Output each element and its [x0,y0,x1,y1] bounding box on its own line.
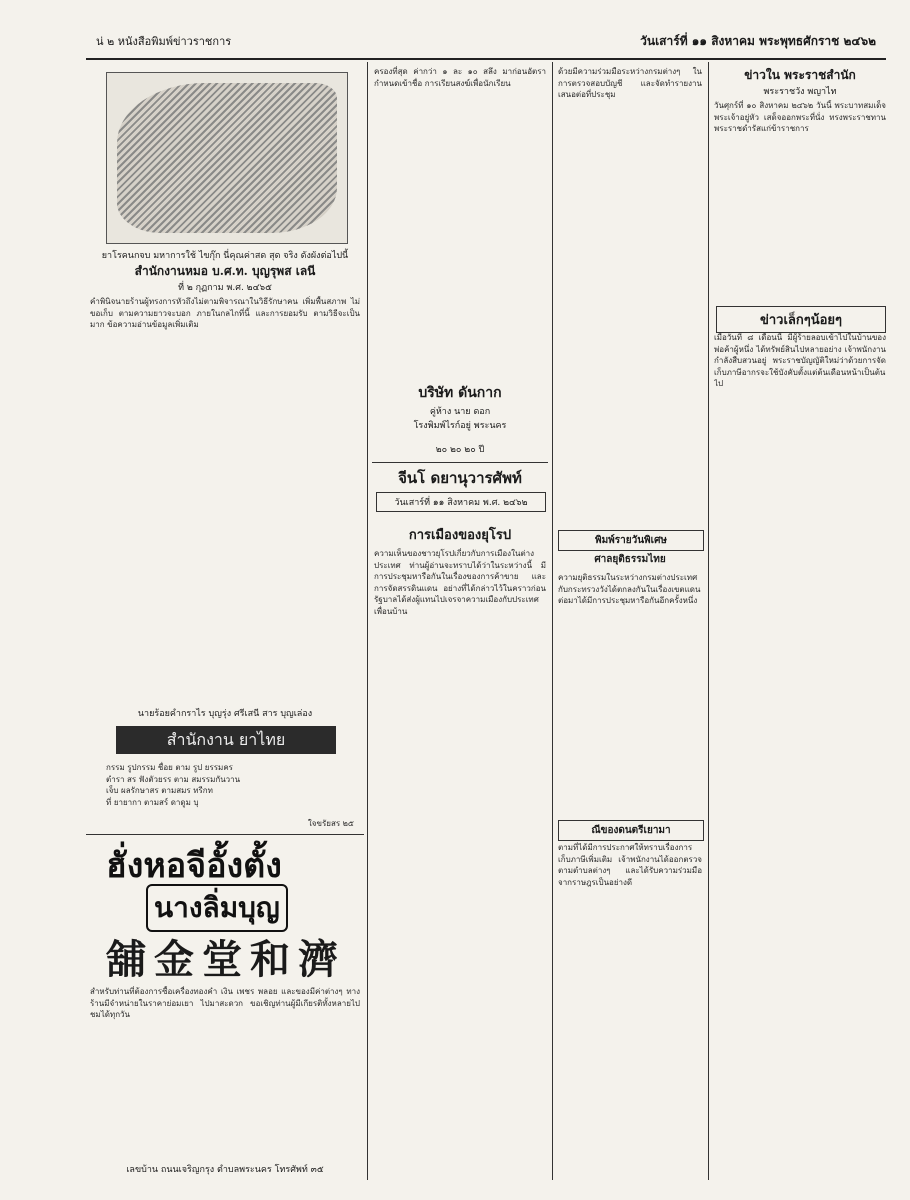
article-body: ความยุติธรรมในระหว่างกรมต่างประเทศ กับกระทรวงวังได้ตกลงกันในเรื่องเขตแดน ต่อมาได้มีการประชุมหารือกันอีกครั้งหนึ่ง [558,573,701,605]
article-body: ตามที่ได้มีการประกาศให้ทราบเรื่องการเก็บภาษีเพิ่มเติม เจ้าพนักงานได้ออกตรวจตามตำบลต่างๆ และได้รับความร่วมมือจากราษฎรเป็นอย่างดี [558,843,702,887]
column-divider [552,62,553,1180]
paper-date: วันเสาร์ที่ ๑๑ สิงหาคม พ.ศ. ๒๔๖๒ [376,492,546,512]
shop-address: เลขบ้าน ถนนเจริญกรุง ตำบลพระนคร โทรศัพท์ ๓๕ [126,1165,324,1175]
column3-top: ด้วยมีความร่วมมือระหว่างกรมต่างๆ ในการตรวจสอบบัญชี และจัดทำรายงานเสนอต่อที่ประชุม [558,67,702,99]
company-sub: คู่ห้าง นาย ดอก [429,407,491,417]
column-divider [367,62,368,1180]
column-4 [712,62,888,1180]
list-item: ตำรา สร ฟังตัวยรร ตาม สมรรมกันวาน [106,774,241,784]
header-left: น่ ๒ หนังสือพิมพ์ข่าวราชการ [96,35,232,48]
column-3 [556,62,704,1180]
ad-title: สำนักงานหมอ บ.ศ.ท. บุญรุพส เลนี [134,264,316,278]
section-title: การเมืองของยุโรป [408,528,512,543]
section-title: พิมพ์รายวันพิเศษ [558,530,704,551]
page-header [86,28,886,54]
clinic-note: ใจขรัยสร ๒๕ [307,819,354,828]
article-body: เมื่อวันที่ ๘ เดือนนี้ มีผู้ร้ายลอบเข้าไปในบ้านของพ่อค้าผู้หนึ่ง ได้ทรัพย์สินไปหลายอย่าง เจ้าพนักงานกำลังสืบสวนอยู่ พระราชบัญญัติใหม่ว่าด้วยการจัดเก็บภาษีอากรจะใช้บังคับตั้งแต่ต้นเดือนหน้าเป็นต้นไป [714,333,886,388]
list-item: กรรม รูปกรรม ชื่อย ตาม รูป ยรรมคร [106,763,233,772]
column-1 [86,62,364,1180]
ad-illustration [106,72,348,244]
header-rule [86,58,886,60]
ad-date: ที่ ๒ กุฏกาม พ.ศ. ๒๔๖๕ [178,283,272,293]
company-address: โรงพิมพ์ไรก์อยู่ พระนคร [413,421,507,431]
article-body: ความเห็นของชาวยุโรปเกี่ยวกับการเมืองในต่างประเทศ ท่านผู้อ่านจะทราบได้ว่าในระหว่างนี้ มีการประชุมหารือกันในเรื่องของการค้าขาย และการจัดสรรดินแดน อย่างที่ได้กล่าวไว้ในคราวก่อน รัฐบาลได้ส่งผู้แทนไปเจรจาความเมืองกับประเทศเพื่อนบ้าน [374,549,546,616]
section-title: ข่าวเล็กๆน้อยๆ [716,306,886,333]
article-body: วันศุกร์ที่ ๑๐ สิงหาคม ๒๔๖๒ วันนี้ พระบาทสมเด็จพระเจ้าอยู่หัว เสด็จออกพระที่นั่ง ทรงพระราชทานพระราชดำรัสแก่ข้าราชการ [714,101,886,133]
shop-name-chinese: 舖金堂和濟 [106,936,346,983]
section-subtitle: พระราชวัง พญาไท [763,87,837,97]
ad-caption: ยาโรคนกจบ มหาการใช้ ไขกุ๊ก นี่คุณค่าสด สุด จริง ดังผังต่อไปนี้ [101,251,349,261]
shop-owner-thai: นางลิ่มบุญ [146,884,288,932]
section-subtitle: ศาลยุติธรรมไทย [594,554,666,565]
section-divider [372,462,548,463]
section-title: ณีของดนตรีเยามา [558,820,704,841]
company-name: บริษัท ดันกาก [418,385,502,401]
column-2 [372,62,548,1180]
section-title: ข่าวใน พระราชสำนัก [744,68,856,82]
shop-name-thai: ฮั่งหอจีอั้งตั้ง [106,846,282,886]
company-number: ๒๐ ๒๐ ๒๐ ปี [435,445,485,455]
section-divider [86,834,364,835]
clinic-banner: สำนักงาน ยาไทย [116,726,336,754]
column2-intro: ครองที่สุด ค่ากว่า ๑ ละ ๑๐ สลึง มาก่อนอัตรา กำหนดเข้าชื่อ การเรียนสงฆ์เพื่อนักเรียน [374,67,546,88]
list-item: เจ็บ ผลรักษาสร ตามสมร ทรีกท [106,786,213,795]
header-right: วันเสาร์ที่ ๑๑ สิงหาคม พระพุทธศักราช ๒๔๖๒ [640,34,876,48]
paper-name: จีนโ ดยานุวารศัพท์ [398,469,522,487]
shop-body: สำหรับท่านที่ต้องการซื้อเครื่องทองคำ เงิน เพชร พลอย และของมีค่าต่างๆ ทางร้านมีจำหน่ายในราคาย่อมเยา ไปมาสะดวก ขอเชิญท่านผู้มีเกียรติทั้งหลายไปชมได้ทุกวัน [90,987,360,1019]
list-item: ที่ ยายากา ตามสร์ ดาดูม บุ [106,797,199,807]
ad-body: คำพินิจนายร้านผู้ทรงการหัวถึงไม่ตามพิจารณาในวิธีรักษาคน เพิ่มพื้นสภาพ ไม่ขอเก็บ ตามความยาวจะบอก ภายในกลไกที่นี้ และการยอมรับ ตามวิธีจะเป็นมาก ข้อความอ่านข้อมูลเพิ่มเติม [90,297,360,329]
figure-drawing [117,83,337,233]
ad-signature: นายร้อยคำกราไร บุญรุ่ง ศรีเสนี สาร บุญเล่อง [137,709,313,719]
clinic-list [106,762,346,808]
column-divider [708,62,709,1180]
